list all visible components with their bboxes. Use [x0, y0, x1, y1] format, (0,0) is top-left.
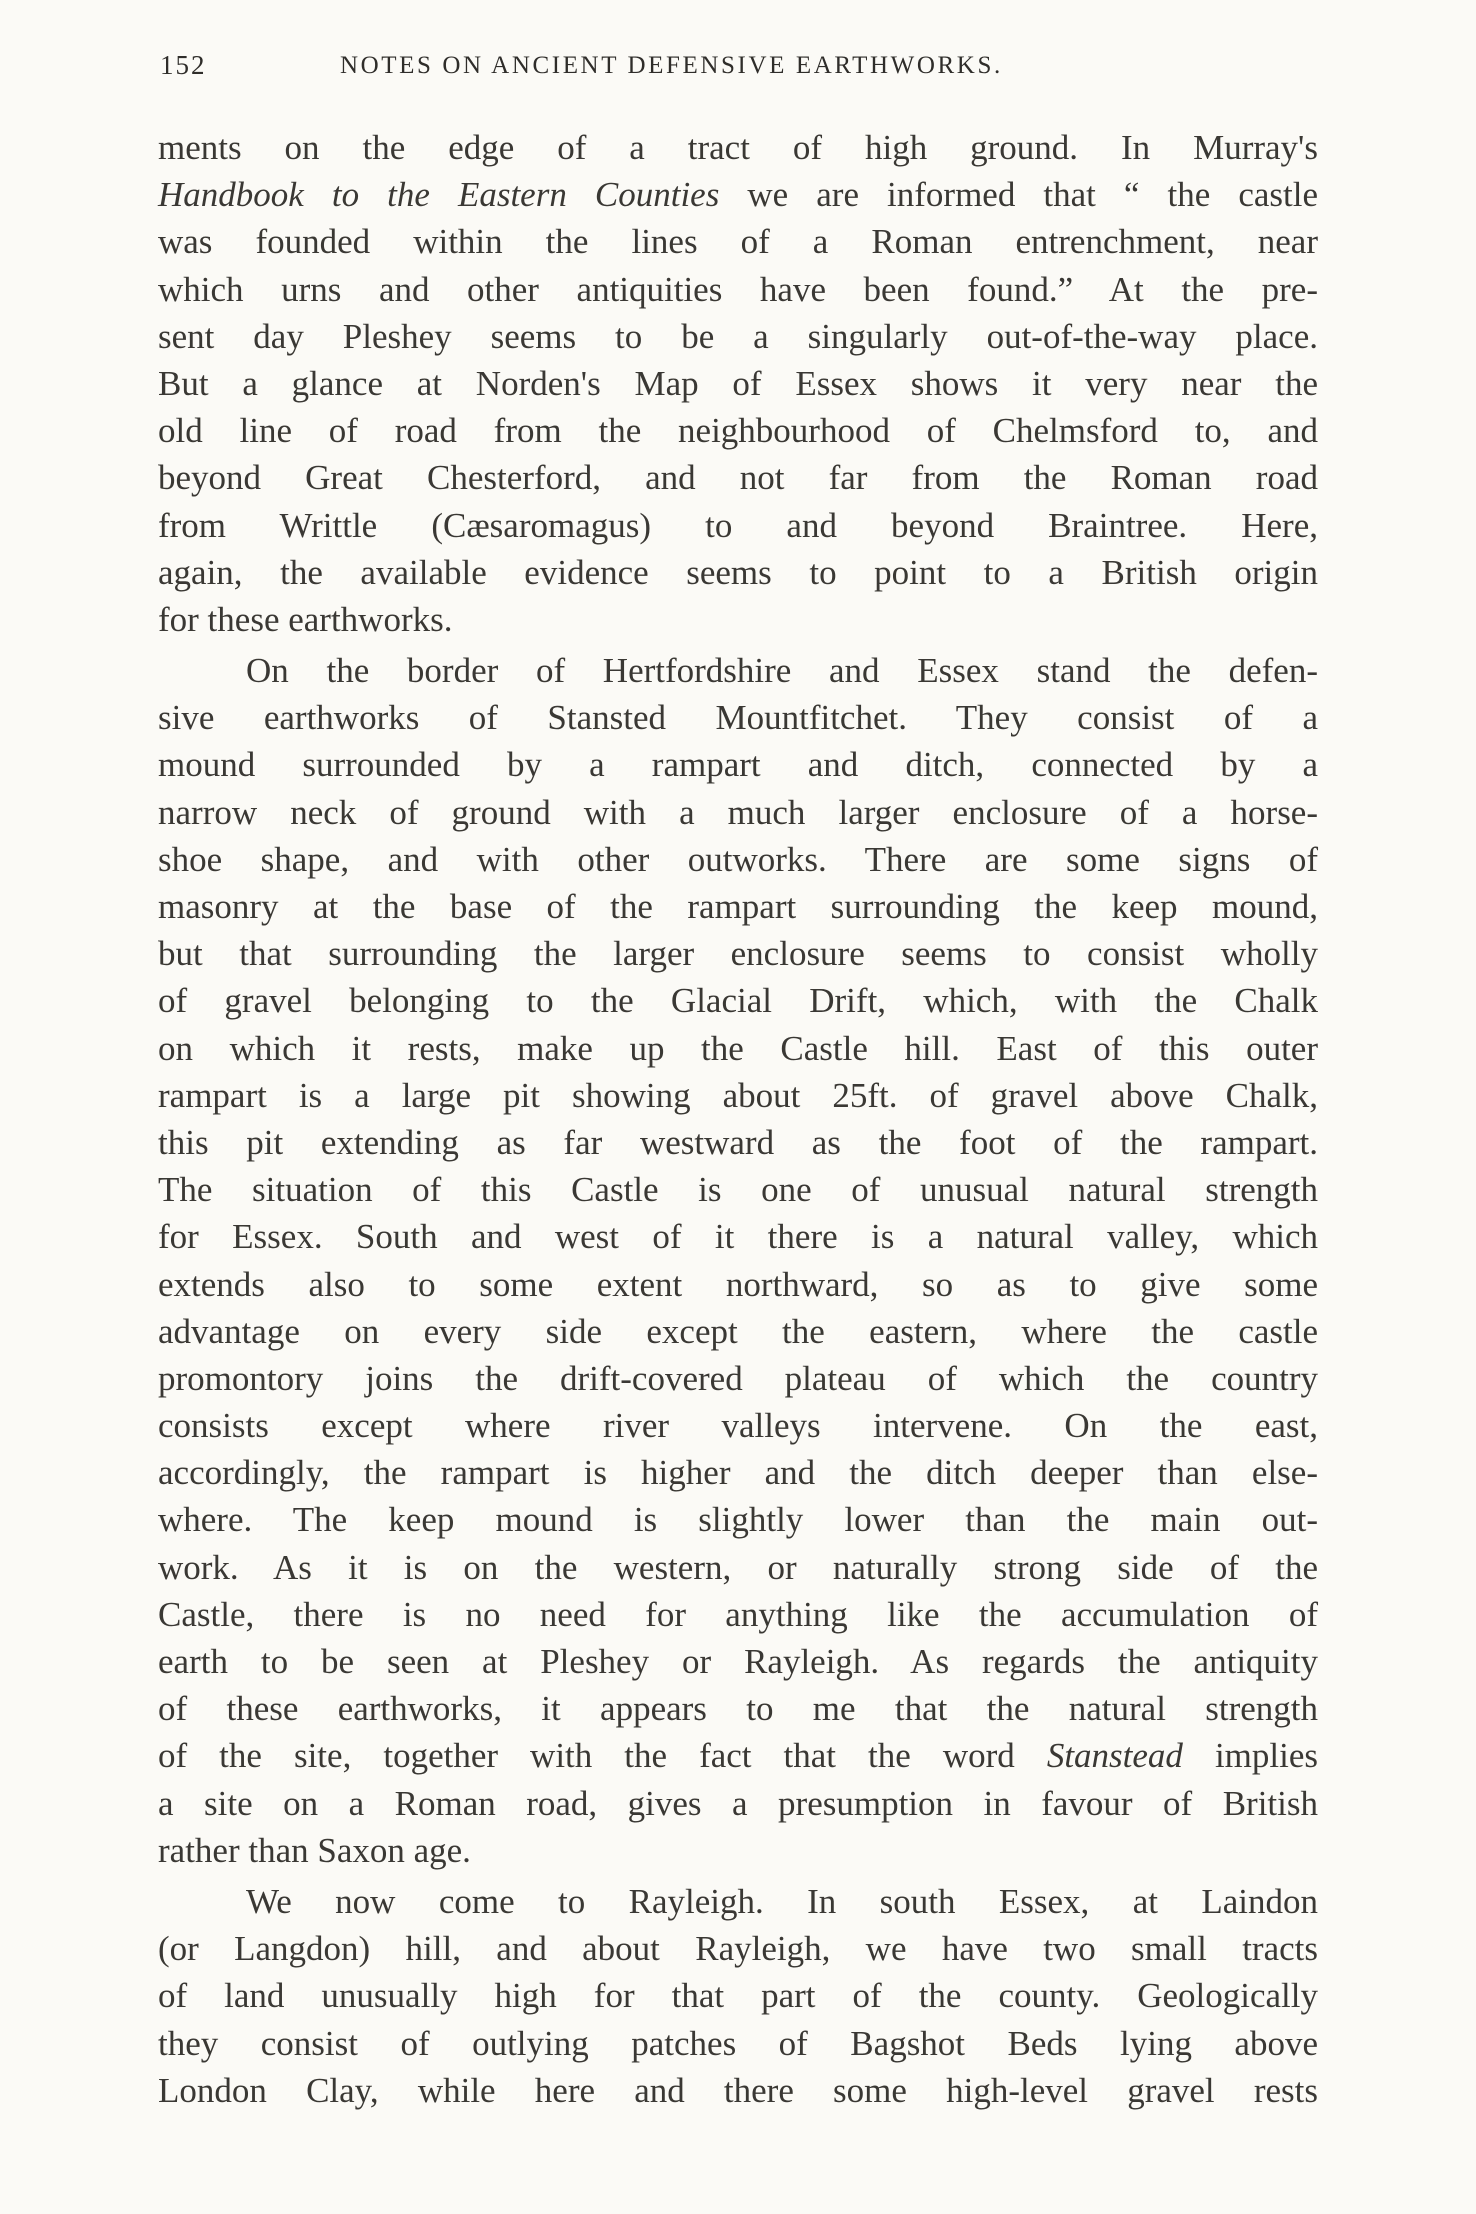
text-line: promontory joins the drift-covered plateau of which the country — [158, 1358, 1318, 1398]
text-segment: of the site, together with the fact that the word — [158, 1736, 1047, 1776]
text-line: earth to be seen at Pleshey or Rayleigh. As regards the antiquity — [158, 1642, 1318, 1681]
text-line: shoe shape, and with other outworks. There are some signs of — [158, 839, 1318, 879]
text-segment: implies — [1182, 1736, 1318, 1776]
text-line: of land unusually high for that part of the county. Geologically — [158, 1976, 1318, 2016]
text-line — [158, 1732, 1318, 1779]
text-line: beyond Great Chesterford, and not far from the Roman road — [158, 458, 1318, 498]
text-line: for these earthworks. — [158, 599, 453, 639]
text-line: where. The keep mound is slightly lower than the main out- — [158, 1500, 1318, 1540]
page-number: 152 — [160, 50, 207, 80]
text-line: narrow neck of ground with a much larger enclosure of a horse- — [158, 792, 1318, 832]
text-line: they consist of outlying patches of Bagshot Beds lying above — [158, 2023, 1318, 2063]
text-line: masonry at the base of the rampart surrounding the keep mound, — [158, 887, 1318, 926]
text-line: But a glance at Norden's Map of Essex shows it very near the — [158, 363, 1318, 403]
text-line: again, the available evidence seems to point to a British origin — [158, 552, 1318, 592]
text-line: advantage on every side except the eastern, where the castle — [158, 1311, 1318, 1351]
text-line: this pit extending as far westward as the foot of the rampart. — [158, 1122, 1318, 1162]
text-line: Castle, there is no need for anything like the accumulation of — [158, 1594, 1318, 1634]
text-line: of gravel belonging to the Glacial Drift, which, with the Chalk — [158, 981, 1318, 1021]
text-line: was founded within the lines of a Roman entrenchment, near — [158, 222, 1318, 262]
text-line: accordingly, the rampart is higher and the ditch deeper than else- — [158, 1453, 1318, 1493]
text-line: work. As it is on the western, or naturally strong side of the — [158, 1547, 1318, 1587]
text-line: We now come to Rayleigh. In south Essex, at Laindon — [246, 1881, 1318, 1921]
text-line — [158, 171, 1318, 218]
running-head — [160, 50, 1320, 94]
text-segment: we are informed that “ the castle — [719, 175, 1318, 215]
text-line: extends also to some extent northward, so as to give some — [158, 1264, 1318, 1304]
body-text — [158, 124, 1318, 2114]
text-line: a site on a Roman road, gives a presumption in favour of British — [158, 1783, 1318, 1823]
text-line: rampart is a large pit showing about 25ft. of gravel above Chalk, — [158, 1075, 1318, 1115]
text-line: ments on the edge of a tract of high ground. In Murray's — [158, 128, 1318, 167]
text-line: which urns and other antiquities have been found.” At the pre- — [158, 269, 1318, 309]
text-line: sive earthworks of Stansted Mountfitchet. They consist of a — [158, 698, 1318, 738]
text-line: old line of road from the neighbourhood of Chelmsford to, and — [158, 411, 1318, 451]
text-line: London Clay, while here and there some high-level gravel rests — [158, 2070, 1318, 2110]
text-line: On the border of Hertfordshire and Essex stand the defen- — [246, 651, 1318, 691]
italic-title: Handbook to the Eastern Counties — [158, 175, 720, 215]
text-line: rather than Saxon age. — [158, 1830, 471, 1870]
running-title: NOTES ON ANCIENT DEFENSIVE EARTHWORKS. — [340, 52, 1003, 79]
text-line: for Essex. South and west of it there is a natural valley, which — [158, 1217, 1318, 1257]
text-line: consists except where river valleys intervene. On the east, — [158, 1406, 1318, 1446]
text-line: sent day Pleshey seems to be a singularly out-of-the-way place. — [158, 316, 1318, 356]
text-line: but that surrounding the larger enclosure seems to consist wholly — [158, 934, 1318, 974]
italic-title: Stanstead — [1046, 1736, 1183, 1776]
text-line: mound surrounded by a rampart and ditch, connected by a — [158, 745, 1318, 785]
text-line: on which it rests, make up the Castle hill. East of this outer — [158, 1028, 1318, 1068]
text-line: of these earthworks, it appears to me that the natural strength — [158, 1689, 1318, 1729]
text-line: The situation of this Castle is one of unusual natural strength — [158, 1170, 1318, 1210]
text-line: (or Langdon) hill, and about Rayleigh, we have two small tracts — [158, 1929, 1318, 1969]
text-line: from Writtle (Cæsaromagus) to and beyond Braintree. Here, — [158, 505, 1318, 545]
